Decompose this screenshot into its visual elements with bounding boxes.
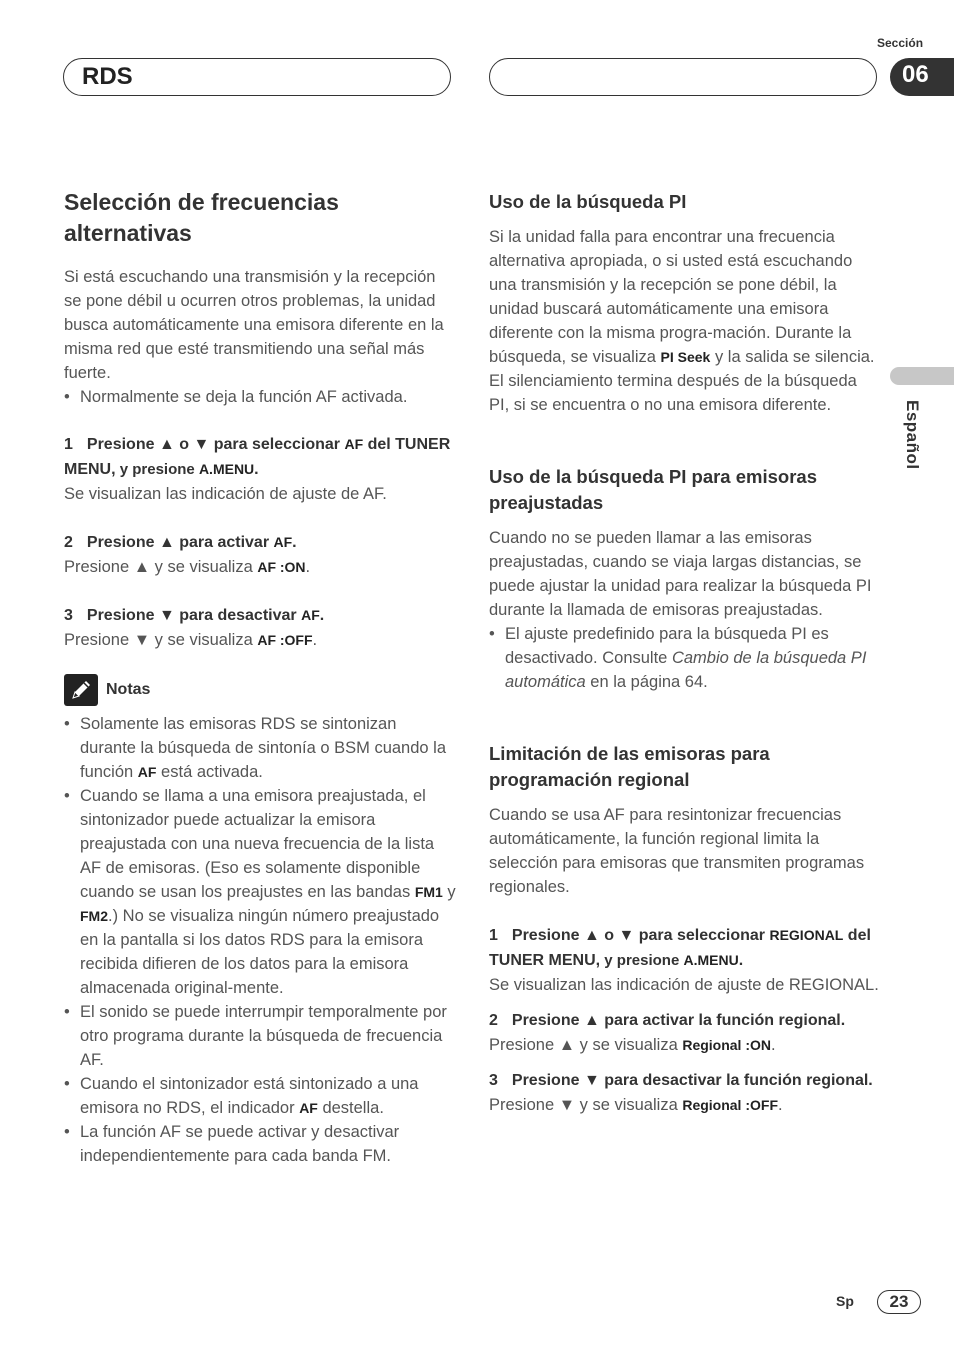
notes-header [64, 674, 456, 706]
step-1-heading [64, 432, 456, 482]
intro-bullet: • Normalmente se deja la función AF activada. [64, 385, 456, 409]
display-code: AF [344, 436, 364, 452]
body-text: . [778, 1096, 783, 1114]
body-text: Presione ▼ y se visualiza [64, 631, 258, 649]
note-item [64, 784, 456, 1000]
right-column [489, 189, 881, 1117]
note-text: Solamente las emisoras RDS se sintonizan durante la búsqueda de sintonía o BSM cuando la función [80, 715, 447, 781]
display-code: AF :ON [257, 559, 306, 575]
pi-search-heading: Uso de la búsqueda PI [489, 191, 687, 212]
step-text: y presione [115, 461, 199, 478]
section-number-badge: 06 [890, 58, 954, 96]
language-code: Sp [836, 1293, 854, 1309]
step-text: . [254, 461, 259, 478]
regional-step-2-body [489, 1033, 881, 1057]
step-text: Presione ▲ para activar la función regional. [511, 1012, 846, 1029]
note-item: • La función AF se puede activar y desactivar independientemente para cada banda FM. [64, 1120, 456, 1168]
step-number: 1 [489, 927, 498, 944]
step-text: . [319, 607, 325, 624]
intro-paragraph: Si está escuchando una transmisión y la recepción se pone débil u ocurren otros problemas, la unidad busca automáticamente una emisora diferente en la misma red que esté transmitiendo una señal más fuerte. [64, 268, 444, 382]
step-text: y presione [600, 952, 684, 969]
pi-preset-bullet [489, 622, 881, 694]
display-code: A.MENU [683, 952, 739, 968]
regional-step-1-body: Se visualizan las indicación de ajuste de REGIONAL. [489, 976, 879, 994]
regional-heading: Limitación de las emisoras para programación regional [489, 743, 770, 790]
body-text: . [305, 558, 311, 576]
regional-step-3-body [489, 1093, 881, 1117]
note-text: destella. [317, 1099, 384, 1117]
body-text: en la página 64. [585, 673, 708, 691]
regional-body: Cuando se usa AF para resintonizar frecuencias automáticamente, la función regional limita la selección para emisoras que transmiten programas regionales. [489, 806, 865, 896]
body-text: . [771, 1036, 776, 1054]
step-text: Presione ▲ o ▼ para seleccionar [511, 927, 770, 944]
language-tab [890, 367, 954, 385]
step-3-body [64, 628, 456, 652]
display-code: FM1 [414, 884, 443, 900]
notes-list [64, 712, 456, 1168]
language-label: Español [903, 400, 922, 470]
note-text: Cuando se llama a una emisora preajustada, el sintonizador puede actualizar la emisora preajustada con una nueva frecuencia de la lista AF de emisoras. (Eso es solamente disponible cuando se usan los preajustes en las bandas [80, 787, 435, 901]
header-empty-box [489, 58, 877, 96]
header-title-box [63, 58, 451, 96]
step-text: Presione ▼ para desactivar la función regional. [511, 1072, 873, 1089]
page-number: 23 [877, 1290, 921, 1314]
step-1-body: Se visualizan las indicación de ajuste de AF. [64, 485, 387, 503]
note-item [64, 1072, 456, 1120]
chapter-title: RDS [82, 63, 133, 90]
regional-step-3-heading [489, 1069, 881, 1093]
display-code: AF [273, 534, 293, 550]
body-text: Presione ▼ y se visualiza [489, 1096, 683, 1114]
left-column [64, 187, 456, 1168]
menu-name: TUNER MENU, [64, 436, 451, 478]
display-code: AF [301, 607, 320, 623]
step-text: Presione ▲ para activar [86, 534, 274, 551]
step-number: 2 [489, 1012, 498, 1029]
display-code: PI Seek [660, 349, 711, 365]
pi-preset-body: Cuando no se pueden llamar a las emisoras preajustadas, cuando se viaja largas distancias, se puede ajustar la unidad para realizar la búsqueda PI durante la llamada de emisoras preajustadas. [489, 529, 872, 619]
display-code: A.MENU [198, 461, 255, 477]
menu-name: TUNER MENU, [489, 952, 601, 969]
body-text: Presione ▲ y se visualiza [64, 558, 258, 576]
pi-search-body [489, 225, 881, 417]
step-text: Presione ▲ o ▼ para seleccionar [86, 436, 345, 453]
cross-reference: Cambio de la búsqueda PI automática [505, 649, 867, 691]
step-3-heading [64, 603, 456, 628]
body-text: y la salida se silencia. El silenciamiento termina después de la búsqueda PI, si se encuentra o no una emisora diferente. [489, 348, 875, 414]
notes-title: Notas [106, 681, 151, 698]
step-2-heading [64, 530, 456, 555]
note-item: • El sonido se puede interrumpir temporalmente por otro programa durante la búsqueda de frecuencia AF. [64, 1000, 456, 1072]
step-text: del [843, 927, 871, 944]
step-text: del [363, 436, 396, 453]
pencil-note-icon [64, 674, 98, 706]
display-code: Regional :OFF [682, 1097, 778, 1113]
body-text: . [312, 631, 318, 649]
note-text: está activada. [156, 763, 263, 781]
regional-step-1-heading [489, 923, 881, 973]
display-code: AF :OFF [257, 632, 313, 648]
display-code: Regional :ON [682, 1037, 771, 1053]
step-text: . [738, 952, 744, 969]
body-text: Si la unidad falla para encontrar una frecuencia alternativa apropiada, o si usted está escuchando una transmisión y la recepción se pone débil, la unidad buscará automáticamente una emisora diferente con la misma progra-mación. Durante la búsqueda, se visualiza [489, 228, 853, 366]
note-text: y [442, 883, 456, 901]
step-number: 2 [64, 534, 73, 551]
section-label: Sección [877, 36, 924, 50]
regional-step-2-heading [489, 1009, 881, 1033]
step-number: 3 [64, 607, 73, 624]
body-text: El ajuste predefinido para la búsqueda PI es desactivado. Consulte [505, 625, 829, 667]
display-code: REGIONAL [769, 927, 844, 943]
note-text: .) No se visualiza ningún número preajustado en la pantalla si los datos RDS para la emisora recibida difieren de los datos para la emisora almacenada original-mente. [80, 907, 440, 997]
step-text: . [292, 534, 297, 551]
step-number: 3 [489, 1072, 498, 1089]
page-title: Selección de frecuencias alternativas [64, 189, 339, 246]
step-text: Presione ▼ para desactivar [86, 607, 302, 624]
note-text: Cuando el sintonizador está sintonizado a una emisora no RDS, el indicador [80, 1075, 419, 1117]
step-number: 1 [64, 436, 73, 453]
pi-preset-heading: Uso de la búsqueda PI para emisoras preajustadas [489, 466, 817, 513]
display-code: AF [137, 764, 157, 780]
display-code: FM2 [80, 908, 108, 924]
body-text: Presione ▲ y se visualiza [489, 1036, 683, 1054]
step-2-body [64, 555, 456, 579]
note-item [64, 712, 456, 784]
intro-list [64, 385, 456, 409]
display-code: AF [299, 1100, 318, 1116]
pi-preset-list [489, 622, 881, 694]
